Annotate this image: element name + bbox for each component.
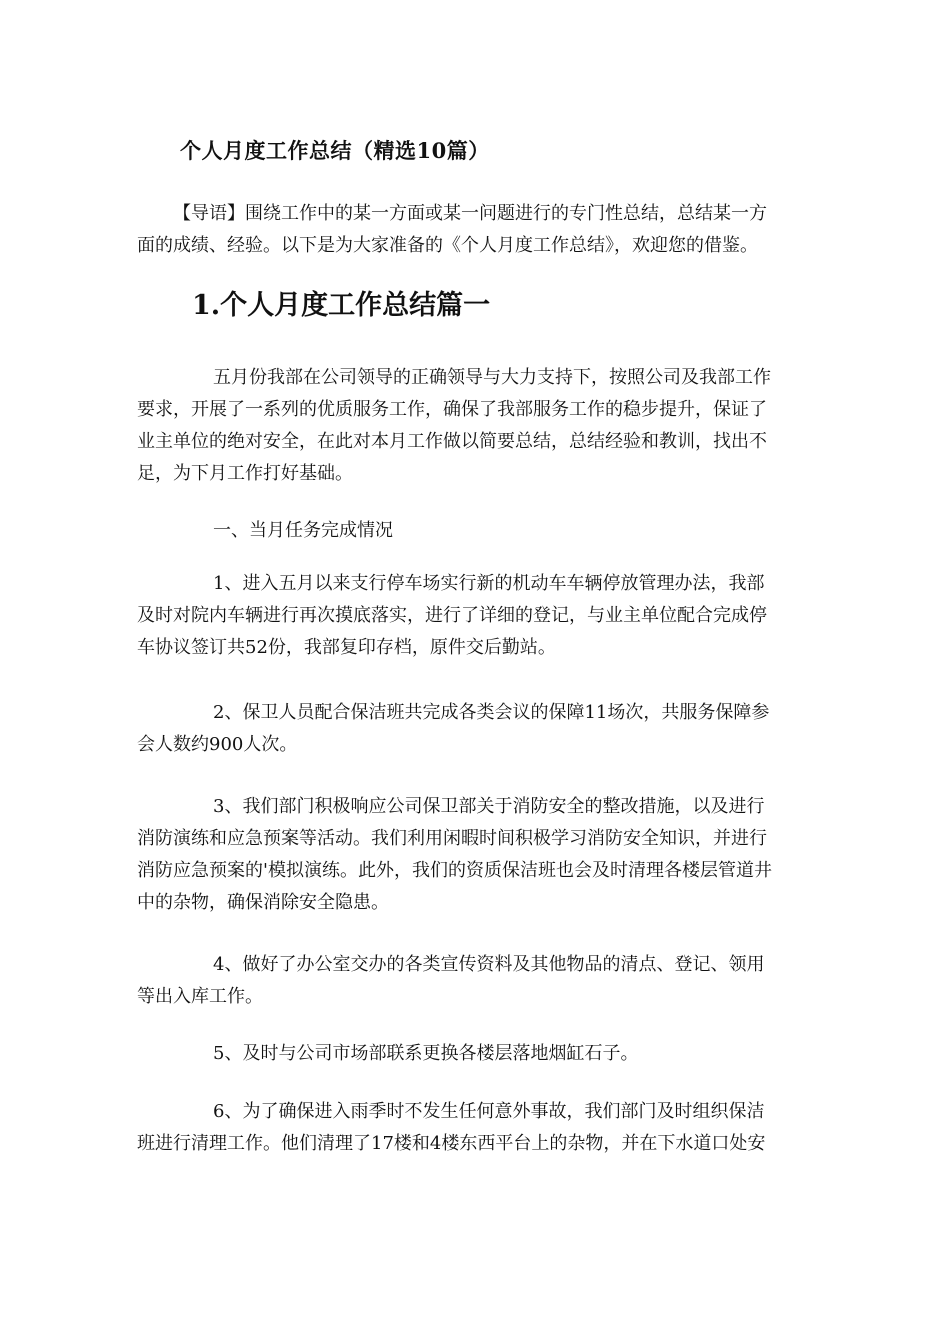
paragraph-line: 1、进入五月以来支行停车场实行新的机动车车辆停放管理办法，我部 [213, 573, 765, 594]
body-paragraph [137, 1038, 812, 1070]
paragraph-line: 五月份我部在公司领导的正确领导与大力支持下，按照公司及我部工作 [213, 367, 771, 388]
paragraph-line: 6、为了确保进入雨季时不发生任何意外事故，我们部门及时组织保洁 [213, 1101, 765, 1122]
body-paragraph [137, 1096, 812, 1160]
paragraph-line: 要求，开展了一系列的优质服务工作，确保了我部服务工作的稳步提升，保证了 [137, 399, 767, 420]
intro-line: 【导语】围绕工作中的某一方面或某一问题进行的专门性总结，总结某一方 [173, 203, 767, 224]
paragraph-line: 中的杂物，确保消除安全隐患。 [137, 892, 389, 913]
paragraph-line: 消防应急预案的'模拟演练。此外，我们的资质保洁班也会及时清理各楼层管道井 [137, 860, 772, 881]
paragraph-line: 足，为下月工作打好基础。 [137, 463, 353, 484]
body-paragraph [137, 949, 812, 1013]
paragraph-line: 消防演练和应急预案等活动。我们利用闲暇时间积极学习消防安全知识，并进行 [137, 828, 767, 849]
intro-line: 面的成绩、经验。以下是为大家准备的《个人月度工作总结》，欢迎您的借鉴。 [137, 235, 758, 256]
paragraph-line: 会人数约900人次。 [137, 734, 298, 755]
paragraph-line: 3、我们部门积极响应公司保卫部关于消防安全的整改措施，以及进行 [213, 796, 765, 817]
section-heading: 1.个人月度工作总结篇一 [192, 290, 491, 321]
paragraph-line: 5、及时与公司市场部联系更换各楼层落地烟缸石子。 [213, 1043, 639, 1064]
paragraph-line: 业主单位的绝对安全，在此对本月工作做以简要总结，总结经验和教训，找出不 [137, 431, 767, 452]
subsection-heading [137, 515, 812, 547]
paragraph-line: 及时对院内车辆进行再次摸底落实，进行了详细的登记，与业主单位配合完成停 [137, 605, 767, 626]
paragraph-line: 4、做好了办公室交办的各类宣传资料及其他物品的清点、登记、领用 [213, 954, 765, 975]
paragraph-line: 车协议签订共52份，我部复印存档，原件交后勤站。 [137, 637, 556, 658]
paragraph-line: 班进行清理工作。他们清理了17楼和4楼东西平台上的杂物，并在下水道口处安 [137, 1133, 766, 1154]
body-paragraph [137, 568, 812, 664]
intro-paragraph [137, 198, 812, 262]
document-title: 个人月度工作总结（精选10篇） [180, 138, 490, 163]
body-paragraph [137, 791, 812, 919]
paragraph-line: 2、保卫人员配合保洁班共完成各类会议的保障11场次，共服务保障参 [213, 702, 770, 723]
paragraph-line: 等出入库工作。 [137, 986, 263, 1007]
body-paragraph [137, 697, 812, 761]
body-paragraph [137, 362, 812, 490]
paragraph-line: 一、当月任务完成情况 [213, 520, 393, 541]
